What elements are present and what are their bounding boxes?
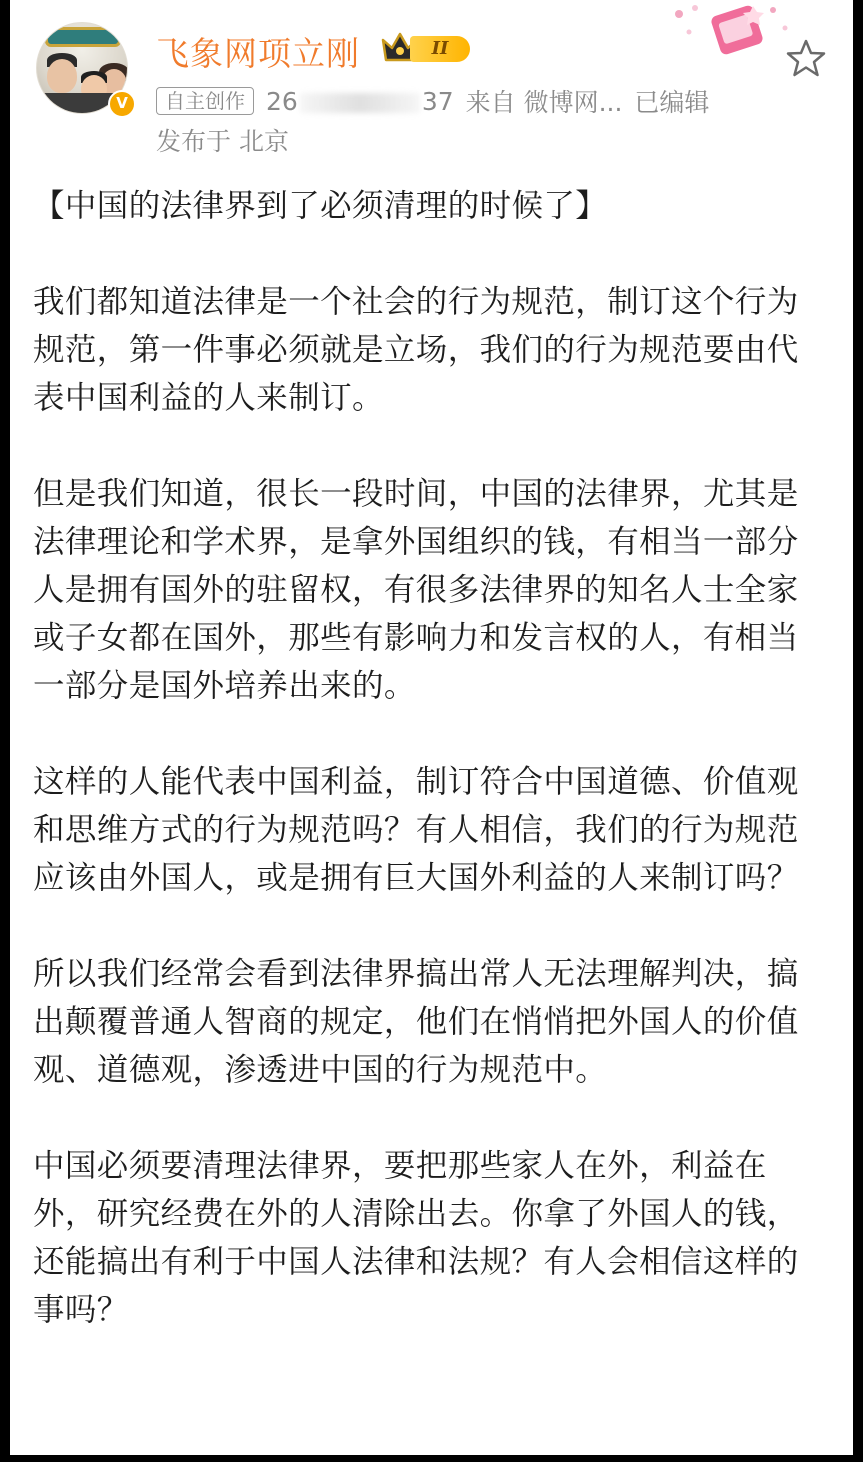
post-source[interactable]: 来自 微博网... [465,88,623,117]
post-title: 【中国的法律界到了必须清理的时候了】 [33,188,608,224]
weibo-post-screen [10,0,853,1455]
decoration-sticker-icon [665,0,795,70]
vip-badge[interactable] [380,30,472,66]
favorite-star-icon[interactable] [786,38,826,78]
post-id-end: 37 [421,86,454,116]
post-paragraph: 我们都知道法律是一个社会的行为规范，制订这个行为规范，第一件事必须就是立场，我们的行为规范要由代表中国利益的人来制订。 [33,284,799,416]
edited-label[interactable]: 已编辑 [634,88,710,117]
author-name[interactable]: 飞象网项立刚 [156,34,360,73]
post-id [266,87,454,116]
author-avatar[interactable] [36,22,132,118]
post-paragraph: 这样的人能代表中国利益，制订符合中国道德、价值观和思维方式的行为规范吗？有人相信，我们的行为规范应该由外国人，或是拥有巨大国外利益的人来制订吗？ [33,764,799,896]
post-location: 发布于 北京 [156,127,289,156]
original-content-tag: 自主创作 [156,87,254,115]
post-id-start: 26 [266,86,298,116]
vip-level: II [410,36,470,62]
post-body [33,182,823,1382]
post-paragraph: 但是我们知道，很长一段时间，中国的法律界，尤其是法律理论和学术界，是拿外国组织的钱，有相当一部分人是拥有国外的驻留权，有很多法律界的知名人士全家或子女都在国外，那些有影响力和发言权的人，有相当一部分是国外培养出来的。 [33,476,799,704]
post-meta [156,86,709,116]
verified-badge-icon: V [108,90,136,118]
post-paragraph: 中国必须要清理法律界，要把那些家人在外，利益在外，研究经费在外的人清除出去。你拿了外国人的钱，还能搞出有利于中国人法律和法规？有人会相信这样的事吗？ [33,1148,799,1328]
post-paragraph: 所以我们经常会看到法律界搞出常人无法理解判决，搞出颠覆普通人智商的规定，他们在悄悄把外国人的价值观、道德观，渗透进中国的行为规范中。 [33,956,799,1088]
